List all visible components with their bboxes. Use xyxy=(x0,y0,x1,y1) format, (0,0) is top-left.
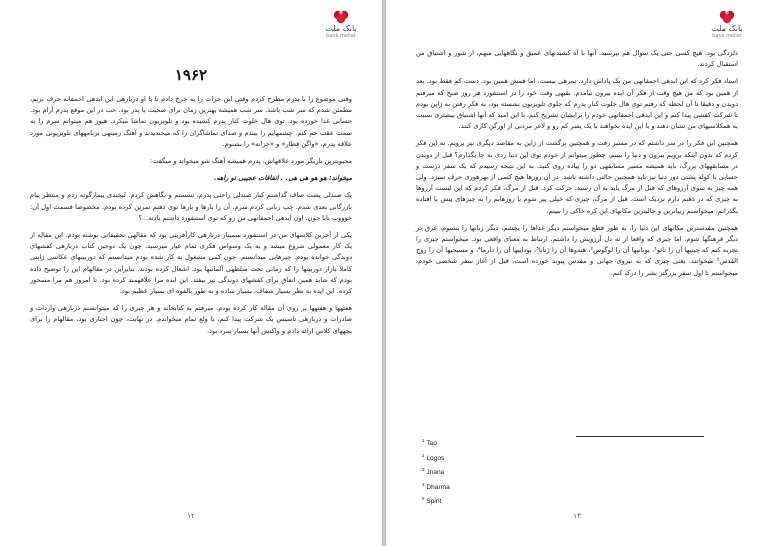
paragraph: استاد فکر کرد که این ایدهی احمقانهی من یک پاداش دارد. نمرهی بیست. اما همش همین بود. دست کم فقط بود. بعد از همین بود که من هیچ وقت از فکر آن ایده بیرون نیامدم. بقیهی وقت خود را در استنفورد هر روز صبح که میرفتم دویدن و دقیقا تا آن لحظه که رفتم توی هال خلوت کنار پدرم که جلوی تلویزیون نشسته بود، به فکر رفتن به ژاپن بودم تا شرکت کفشی پیدا کنم و این ایدهی احمقانهی خودم را برایشان تشریح کنم. با این امید که آنها اشتیاق بیشتری نسبت به همکلاسیهای من نشان دهند و با این ایده بخواهند با یک پسر کم رو و لاغر مردنی از اورگن کاری کنند. xyxy=(416,77,738,131)
paragraph: محبوبترین بازیگر مورد علاقهاش، پدرم همیشه آهنگ شو میخواند و میگفت: xyxy=(150,157,352,166)
page-number: ۱۲ xyxy=(187,512,195,520)
left-page xyxy=(0,0,382,546)
footnote-item: $^1$ Tao xyxy=(422,438,437,448)
bank-logo-icon xyxy=(332,8,350,24)
paragraph: وقتی موضوع را با پدرم مطرح کردم وقتی این جرات را به خرج دادم تا با او دربارهی این ایدهی احمقانه حرف بزنم، مطمئن شدم که سر شب باشد. سر شب همیشه بهترین زمان برای صحبت با پدر بود. خب در این موقع پدرم آرام بود. حسابی غذا خورده بود. توی هال خلوت کنار پدرم کشیده بود و تلویزیون تماشا میکرد. هنوز هم میتوانم سرم را به سمت عقب خم کنم. چشمهایم را ببندم و صدای تماشاگران را که میخندیدند و آهنگ زمینهی برنامههای تلویزیونی مورد علاقه پدرم، «واگن قطار» و «خزانه» را بشنوم. xyxy=(30,95,352,148)
bank-logo-latin: bank mellat xyxy=(326,33,356,39)
bank-logo-name: بانک ملت xyxy=(711,24,743,33)
footnote-item: $^2$ Logos xyxy=(422,452,445,462)
right-page xyxy=(386,0,768,546)
bank-logo xyxy=(314,8,368,39)
paragraph: همچنین این فکر را در سر داشتم که در مسیر رفت و همچنین برگشت از ژاپن به مقاصد دیگری نیز برویم. به این فکر کردم که بدون اینکه برویم بیرون و دنیا را ببینم، چطور میتوانم از خودم توی این دنیا ردی به جا بگذارم؟ قبل از دویدن در مسابقههای بزرگ، باید همیشه مسیر مسابقهی دو را پیاده روی کنید. به این نتیجه رسیدم که یک سفر درست و حسابی با کوله پشتی دور دنیا نیز باید همچنین حالتی داشته باشد. در آن روزها هیچ کسی از بهرهوری حرف نمیزد. ولی همه چیز به سوی آرزوهای که قبل از مرگ باید به آن رسید. حرکت کرد. قبل از مرگ، فکر کردم که این لیست آرزوها به چیزی که در ذهنم دارم نزدیک است. قبل از مرگ، چیزی که خیلی پیر شوم یا روزهایم را به چیزهای پیش پا افتاده بگذرانم، میخواستم زیباترین و جالبترین مکانهای این کره خاکی را ببینم. xyxy=(416,139,738,215)
paragraph: همچنین مقدسترین مکانهای این دنیا را. به طور قطع میخواستم دیگر غذاها را بچشم، دیگر زبانها را بشنوم، غرق در دیگر فرهنگها شوم. اما چیزی که واقعا از ته دل آرزویش را داشتم، ارتباط به معنای واقعی بود. میخواستم چیزی را تجربه کنم که چینیها آن را تائو¹، یونانیها آن را لوگوس²، هندوها آن را ژنانا³، بوداییها آن را دارما⁴، و مسیحیها آن را روح القدس⁵ میخوانند. یعنی چیزی که به نیروی جهانی و مقدس پیوند خورده است. قبل از آغاز سفر شخصی خودم، میخواستم تا اول سفر بزرگتر بشر را درک کنم. xyxy=(416,223,738,277)
bank-logo-icon xyxy=(718,8,736,24)
footnote-item: $^5$ Spirit xyxy=(422,496,442,506)
paragraph: دلزدگی بود. هیچ کسی حتی یک سوال هم نپرسید. آنها با آه کشیدنهای عمیق و نگاههایی مبهم، از شور و اشتیاق من استقبال کردند. xyxy=(416,49,738,69)
chapter-title: ۱۹۶۲ xyxy=(174,66,208,84)
footnote-divider xyxy=(576,436,704,437)
right-body-text xyxy=(416,48,738,285)
footnote-item: $^3$ Jnana xyxy=(422,467,445,477)
paragraph: هفتهها و هفتهها بر روی آن مقاله کار کرده بودم. میرفتم به کتابخانه و هر چیزی را که میتوانستم دربارهی واردات و صادرات و دربارهی تاسیس یک شرکت پیدا کنم، با ولع تمام میخواندم. در نهایت، چون اجباری بود، مقالهام را برای بچههای کلاس ارائه دادم و واکنش آنها بسیار سرد بود. xyxy=(30,304,352,335)
footnote-item: $^4$ Dharma xyxy=(422,481,450,491)
left-body-text xyxy=(30,94,352,343)
page-number: ۱۳ xyxy=(573,512,581,520)
paragraph: یکی از آخرین کلاسهای من در استنفورد سمینار دربارهی کارآفرینی بود که مقالهی تحقیقاتی نوشته بودم. این مقاله از یک کار معمولی شروع میشد و به یک وسواس فکری تمام عیار میرسید. چون یک دوجین کتاب دربارهی کفشهای دوندگی خوانده بودم. چیزهایی میدانستم. چون کمی مشغول به کار شده بودم میدانستم که دوربینهای عکاسی ژاپنی کاملا بازار دوربینها را که زمانی تحت سلطهی آلمانیها بود. اشغال کرده بودند. بنابراین در مقالهام این را توضیح داده بودم که شاید همین اتفاق برای کفشهای دوندگی نیز بیفتد. این ایده مرا علاقهمند کرده بود. تا امروز هم مرا مسحور کرده. این ایده به نظر بسیار شفاف، بسیار ساده و به طور بالقوه ای بسیار عظیم بود. xyxy=(30,231,352,296)
paragraph: یک صندلی پشت صاف گذاشتم کنار صندلی راحتی پدرم، نشستم و نگاهش کردم. لبخندی بیمارگونه زدم و منتظر پیام بازرگانی بعدی شدم. چپ زبانی کردم سرم. آن را بارها و بارها توی ذهنم تمرین کرده بودم. مخصوصا قسمت اول آن: خوووب بابا جون، اون ایدهی احمقانهی من رو که توی استنفورد داشتم یادته...؟ xyxy=(30,191,352,222)
bank-logo-name: بانک ملت xyxy=(325,24,357,33)
footnotes xyxy=(422,435,572,508)
paragraph-emphasis: میخواند: هو هو هی هی. . اتفاقات عجیبی تو راهه. xyxy=(213,174,352,183)
bank-logo xyxy=(700,8,754,39)
bank-logo-latin: bank mellat xyxy=(712,33,742,39)
